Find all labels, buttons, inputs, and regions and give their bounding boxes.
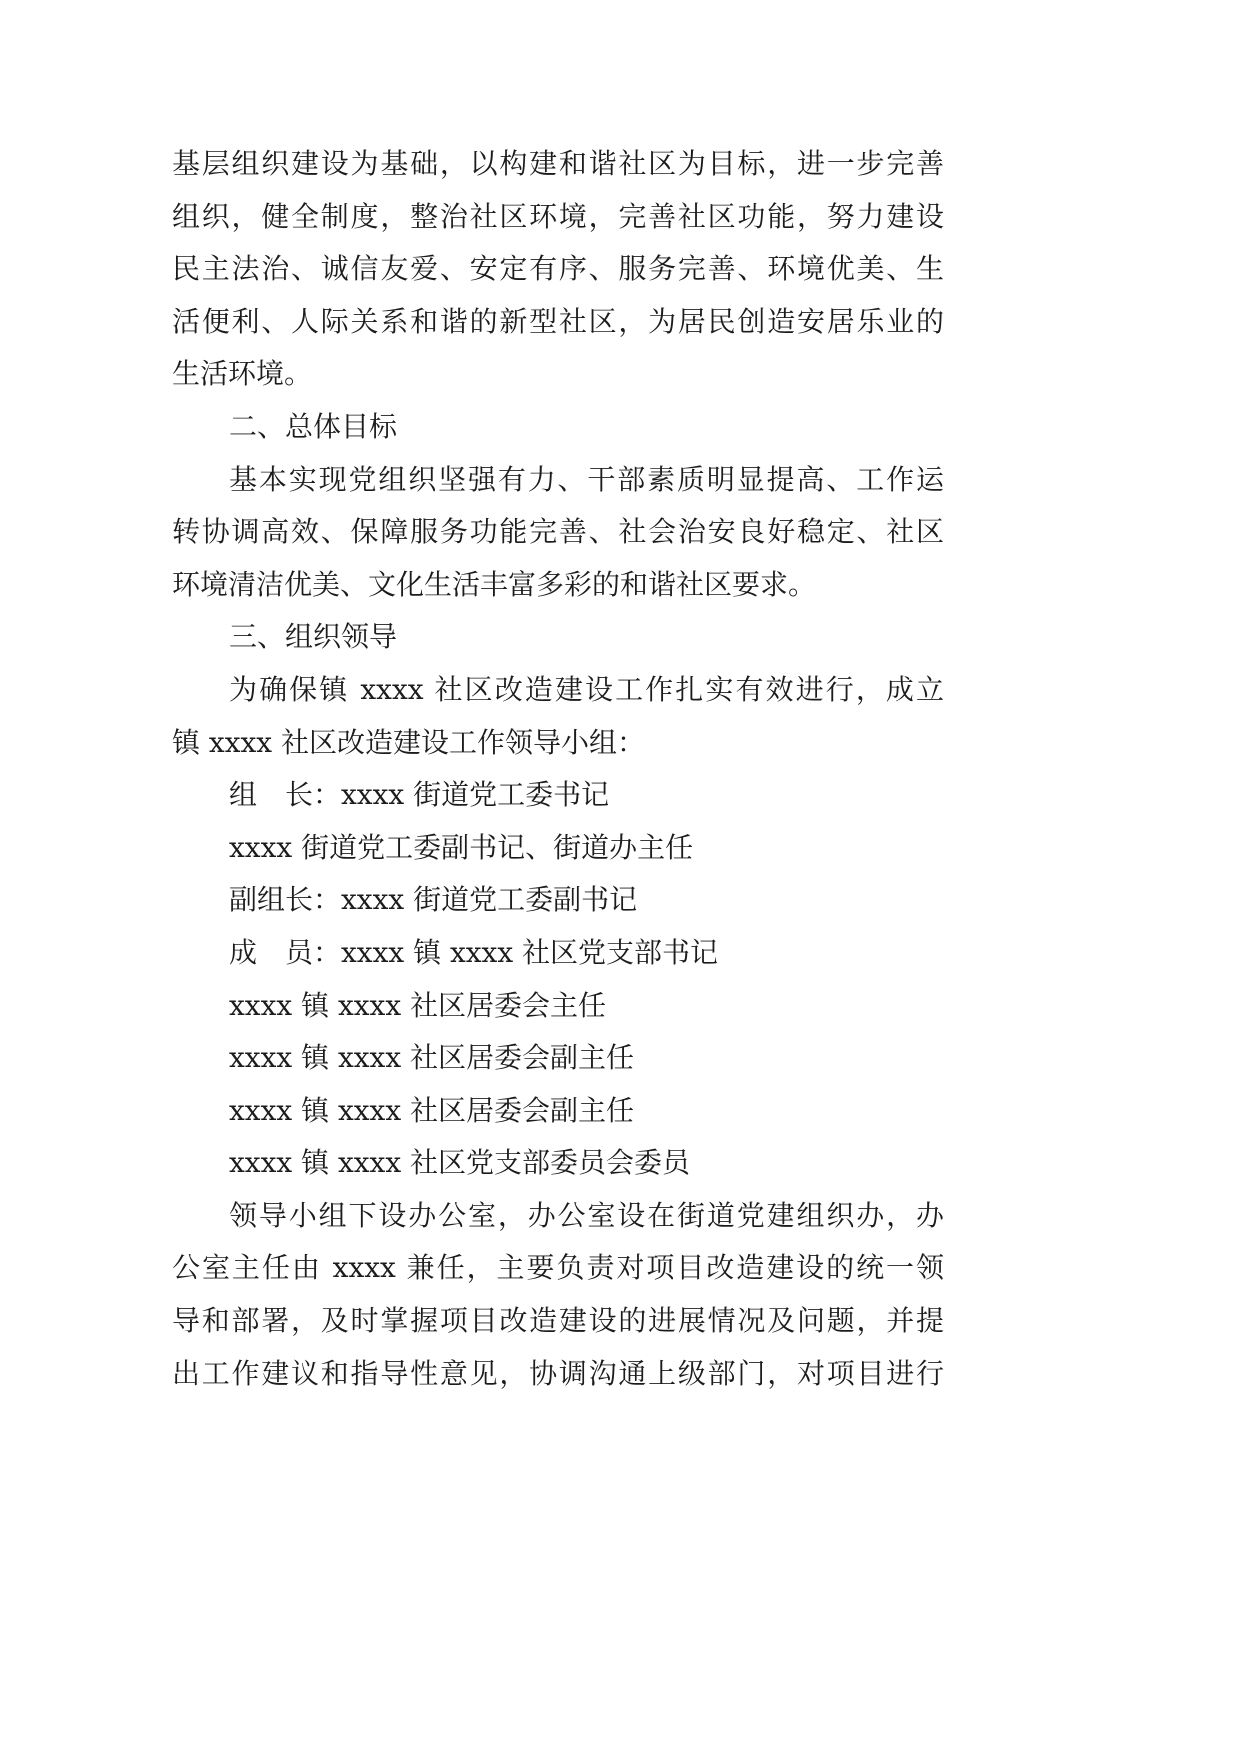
member-line: xxxx 镇 xxxx 社区居委会主任 — [229, 988, 607, 1022]
member-line: xxxx 街道党工委副书记、街道办主任 — [229, 830, 694, 864]
paragraph-line: 镇 xxxx 社区改造建设工作领导小组： — [172, 725, 645, 759]
paragraph-line: 转协调高效、保障服务功能完善、社会治安良好稳定、社区 — [172, 515, 944, 549]
section-heading: 二、总体目标 — [229, 409, 398, 443]
paragraph-line: 领导小组下设办公室，办公室设在街道党建组织办，办 — [229, 1198, 944, 1232]
member-line: xxxx 镇 xxxx 社区居委会副主任 — [229, 1093, 635, 1127]
member-line: 副组长：xxxx 街道党工委副书记 — [229, 883, 638, 917]
member-line: 组 长：xxxx 街道党工委书记 — [229, 778, 610, 812]
paragraph-line: 组织，健全制度，整治社区环境，完善社区功能，努力建设 — [172, 199, 944, 233]
document-body — [172, 138, 944, 1400]
paragraph-line: 基本实现党组织坚强有力、干部素质明显提高、工作运 — [229, 462, 944, 496]
paragraph-line: 导和部署，及时掌握项目改造建设的进展情况及问题，并提 — [172, 1304, 944, 1338]
paragraph-line: 环境清洁优美、文化生活丰富多彩的和谐社区要求。 — [172, 567, 817, 601]
paragraph-line: 活便利、人际关系和谐的新型社区，为居民创造安居乐业的 — [172, 304, 944, 338]
paragraph-line: 生活环境。 — [172, 357, 313, 391]
paragraph-line: 民主法治、诚信友爱、安定有序、服务完善、环境优美、生 — [172, 252, 944, 286]
member-line: xxxx 镇 xxxx 社区居委会副主任 — [229, 1041, 635, 1075]
member-line: 成 员：xxxx 镇 xxxx 社区党支部书记 — [229, 935, 719, 969]
paragraph-line: 公室主任由 xxxx 兼任，主要负责对项目改造建设的统一领 — [172, 1251, 944, 1285]
paragraph-line: 出工作建议和指导性意见，协调沟通上级部门，对项目进行 — [172, 1356, 944, 1390]
paragraph-line: 为确保镇 xxxx 社区改造建设工作扎实有效进行，成立 — [229, 672, 944, 706]
member-line: xxxx 镇 xxxx 社区党支部委员会委员 — [229, 1146, 691, 1180]
section-heading: 三、组织领导 — [229, 620, 398, 654]
paragraph-line: 基层组织建设为基础，以构建和谐社区为目标，进一步完善 — [172, 147, 944, 180]
